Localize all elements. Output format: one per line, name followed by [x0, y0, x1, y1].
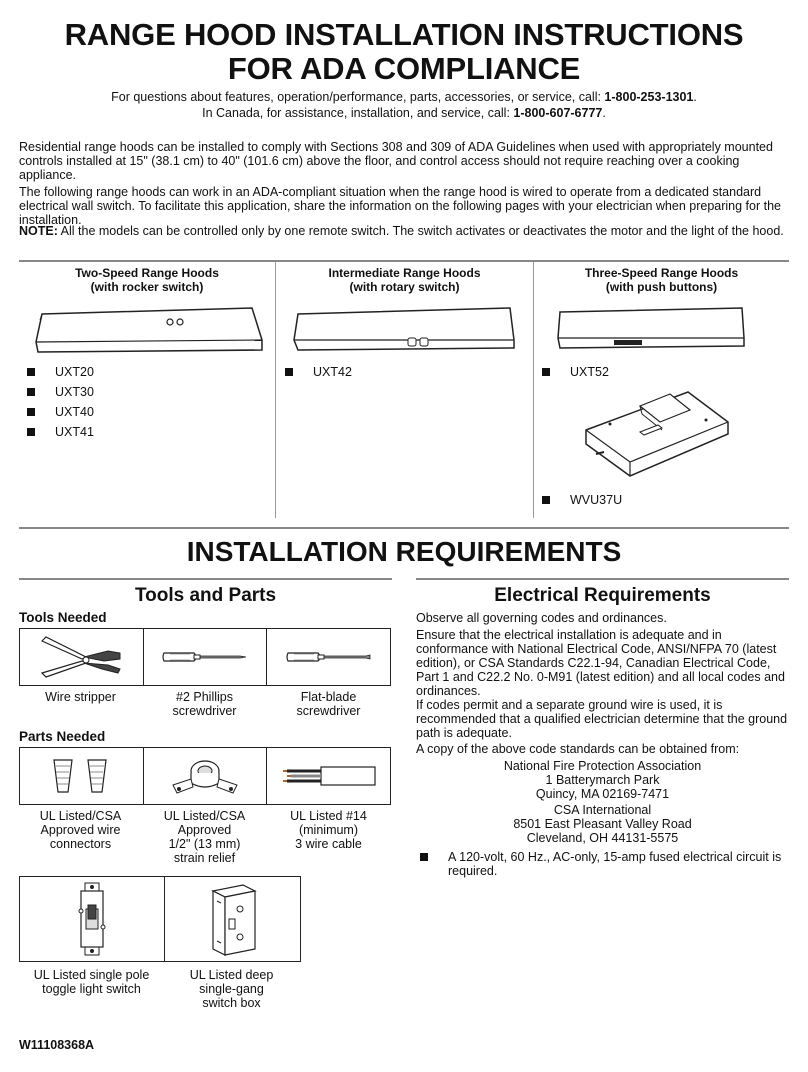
tool-caption-phillips	[143, 690, 266, 718]
three-speed-model-list	[542, 364, 609, 380]
phillips-screwdriver-icon	[160, 647, 250, 667]
parts-box-row2	[19, 876, 301, 962]
three-speed-model-list-2	[542, 492, 622, 508]
switch-box-icon	[205, 881, 261, 957]
doc-title-line1: RANGE HOOD INSTALLATION INSTRUCTIONS	[64, 17, 744, 52]
doc-title-line2: FOR ADA COMPLIANCE	[227, 51, 581, 86]
bullet-icon	[27, 368, 35, 376]
intermediate-model-list	[285, 364, 352, 380]
part-caption-toggle-switch	[19, 968, 164, 996]
strain-relief-cell	[144, 748, 268, 804]
address-line: Quincy, MA 02169-7471	[535, 787, 670, 801]
caption-line: switch box	[202, 996, 261, 1010]
bullet-icon	[27, 428, 35, 436]
caption-line: toggle light switch	[42, 982, 141, 996]
divider	[19, 527, 789, 529]
contact-us: For questions about features, operation/performance, parts, accessories, or service, call: 1-800-253-1301.	[111, 90, 697, 104]
tools-needed-heading: Tools Needed	[19, 610, 107, 625]
parts-box-row1	[19, 747, 391, 805]
tools-parts-title: Tools and Parts	[134, 585, 277, 606]
part-caption-wire-connectors	[19, 809, 142, 851]
list-item	[285, 364, 352, 380]
electrical-title: Electrical Requirements	[494, 585, 711, 606]
electrical-p2: Ensure that the electrical installation is adequate and in conformance with National Electrical Code, ANSI/NFPA 70 (latest edition), or CSA Standards C22.1-94, Canadian Electrical Code, Part 1 and C22.2 No. 0-M91 (latest edition) and all local codes and ordinances.	[416, 628, 785, 698]
address-line: 8501 East Pleasant Valley Road	[513, 817, 692, 831]
caption-line: Approved wire	[40, 823, 121, 837]
caption-line: strain relief	[173, 851, 236, 865]
wire-stripper-cell	[20, 629, 144, 685]
list-item	[542, 492, 622, 508]
us-phone: 1-800-253-1301	[604, 90, 694, 104]
column-divider	[275, 262, 276, 518]
wire-cable-cell	[267, 748, 390, 804]
address-line: National Fire Protection Association	[503, 759, 702, 773]
model-number: UXT40	[55, 405, 94, 419]
switch-box-cell	[165, 877, 300, 961]
caption-line: UL Listed single pole	[33, 968, 150, 982]
col-heading-title: Two-Speed Range Hoods	[75, 266, 219, 280]
flat-blade-screwdriver-icon	[284, 647, 374, 667]
ca-phone: 1-800-607-6777	[513, 106, 603, 120]
list-item	[27, 404, 94, 420]
list-item	[27, 364, 94, 380]
col-heading-subtitle: (with rotary switch)	[349, 280, 460, 294]
column-divider	[533, 262, 534, 518]
caption-line: connectors	[49, 837, 112, 851]
model-number: UXT30	[55, 385, 94, 399]
two-speed-model-list	[27, 364, 94, 440]
toggle-switch-icon	[67, 881, 117, 957]
intermediate-hood-illustration	[290, 302, 520, 354]
tool-caption-wire-stripper: Wire stripper	[45, 690, 116, 704]
col-heading-two-speed	[19, 266, 275, 294]
bullet-icon	[27, 408, 35, 416]
model-number: UXT20	[55, 365, 94, 379]
bullet-icon	[542, 496, 550, 504]
part-caption-wire-cable	[267, 809, 390, 851]
bullet-icon	[27, 388, 35, 396]
col-heading-title: Three-Speed Range Hoods	[584, 266, 739, 280]
wire-stripper-icon	[38, 635, 124, 679]
contact-us-text: For questions about features, operation/performance, parts, accessories, or service, call:	[111, 90, 605, 104]
col-heading-intermediate	[276, 266, 533, 294]
caption-line: UL Listed deep	[189, 968, 274, 982]
address-line: 1 Batterymarch Park	[545, 773, 660, 787]
tool-caption-flat-blade	[267, 690, 390, 718]
address-line: CSA International	[553, 803, 652, 817]
contact-canada: In Canada, for assistance, installation, and service, call: 1-800-607-6777.	[202, 106, 606, 120]
caption-line: UL Listed #14	[290, 809, 367, 823]
bullet-icon	[542, 368, 550, 376]
caption-line: 1/2" (13 mm)	[168, 837, 241, 851]
list-item	[542, 364, 609, 380]
contact-ca-text: In Canada, for assistance, installation, and service, call:	[202, 106, 514, 120]
model-number: UXT41	[55, 425, 94, 439]
wire-connectors-cell	[20, 748, 144, 804]
strain-relief-icon	[165, 751, 245, 801]
tool-caption-flat-blade-text: Flat-blade screwdriver	[296, 690, 361, 718]
note-label: NOTE:	[19, 224, 58, 238]
section-title: INSTALLATION REQUIREMENTS	[186, 536, 622, 567]
wire-connector-icon	[46, 754, 116, 798]
tool-caption-phillips-text: #2 Phillips screwdriver	[172, 690, 237, 718]
electrical-p1: Observe all governing codes and ordinances.	[416, 611, 667, 625]
tools-box	[19, 628, 391, 686]
electrical-p4: A copy of the above code standards can be obtained from:	[416, 742, 740, 756]
two-speed-hood-illustration	[30, 300, 270, 360]
col-heading-subtitle: (with push buttons)	[605, 280, 718, 294]
note-text: All the models can be controlled only by one remote switch. The switch activates or deactivates the motor and the light of the hood.	[57, 224, 784, 238]
col-heading-subtitle: (with rocker switch)	[90, 280, 204, 294]
divider	[19, 578, 392, 580]
model-number: UXT42	[313, 365, 352, 379]
address-csa	[416, 803, 789, 845]
caption-line: single-gang	[199, 982, 264, 996]
caption-line: 3 wire cable	[295, 837, 362, 851]
intro-paragraph-2: The following range hoods can work in an ADA-compliant situation when the range hood is wired to operate from a dedicated standard electrical wall switch. To facilitate this application, share the information on the following pages with your electrician when preparing for the installation.	[19, 185, 781, 227]
list-item	[27, 424, 94, 440]
model-number: UXT52	[570, 365, 609, 379]
address-line: Cleveland, OH 44131-5575	[526, 831, 679, 845]
caption-line: UL Listed/CSA	[39, 809, 122, 823]
phillips-screwdriver-cell	[144, 629, 268, 685]
electrical-p3: If codes permit and a separate ground wire is used, it is recommended that a qualified electrician determine that the ground path is adequate.	[416, 698, 788, 740]
intro-note	[19, 224, 789, 238]
parts-needed-heading: Parts Needed	[19, 729, 106, 744]
address-nfpa	[416, 759, 789, 801]
model-number: WVU37U	[570, 493, 623, 507]
col-heading-title: Intermediate Range Hoods	[328, 266, 481, 280]
toggle-switch-cell	[20, 877, 165, 961]
electrical-bullet	[420, 850, 789, 878]
caption-line: (minimum)	[298, 823, 359, 837]
wire-cable-icon	[279, 761, 379, 791]
three-speed-hood-illustration	[552, 302, 752, 354]
bullet-icon	[420, 853, 428, 861]
doc-number: W11108368A	[19, 1038, 95, 1052]
divider	[416, 578, 789, 580]
caption-line: UL Listed/CSA	[163, 809, 246, 823]
wvu37u-hood-illustration	[578, 380, 738, 490]
part-caption-switch-box	[164, 968, 299, 1010]
list-item	[27, 384, 94, 400]
caption-line: Approved	[177, 823, 232, 837]
col-heading-three-speed	[534, 266, 789, 294]
part-caption-strain-relief	[143, 809, 266, 865]
bullet-icon	[285, 368, 293, 376]
electrical-bullet-text: A 120-volt, 60 Hz., AC-only, 15-amp fused electrical circuit is required.	[448, 850, 782, 878]
flat-blade-screwdriver-cell	[267, 629, 390, 685]
divider	[19, 260, 789, 262]
intro-paragraph-1: Residential range hoods can be installed to comply with Sections 308 and 309 of ADA Guidelines when used with appropriately mounted controls installed at 15" (38.1 cm) to 40" (101.6 cm) above the floor, and control access should not require reaching over a cooking appliance.	[19, 140, 773, 182]
